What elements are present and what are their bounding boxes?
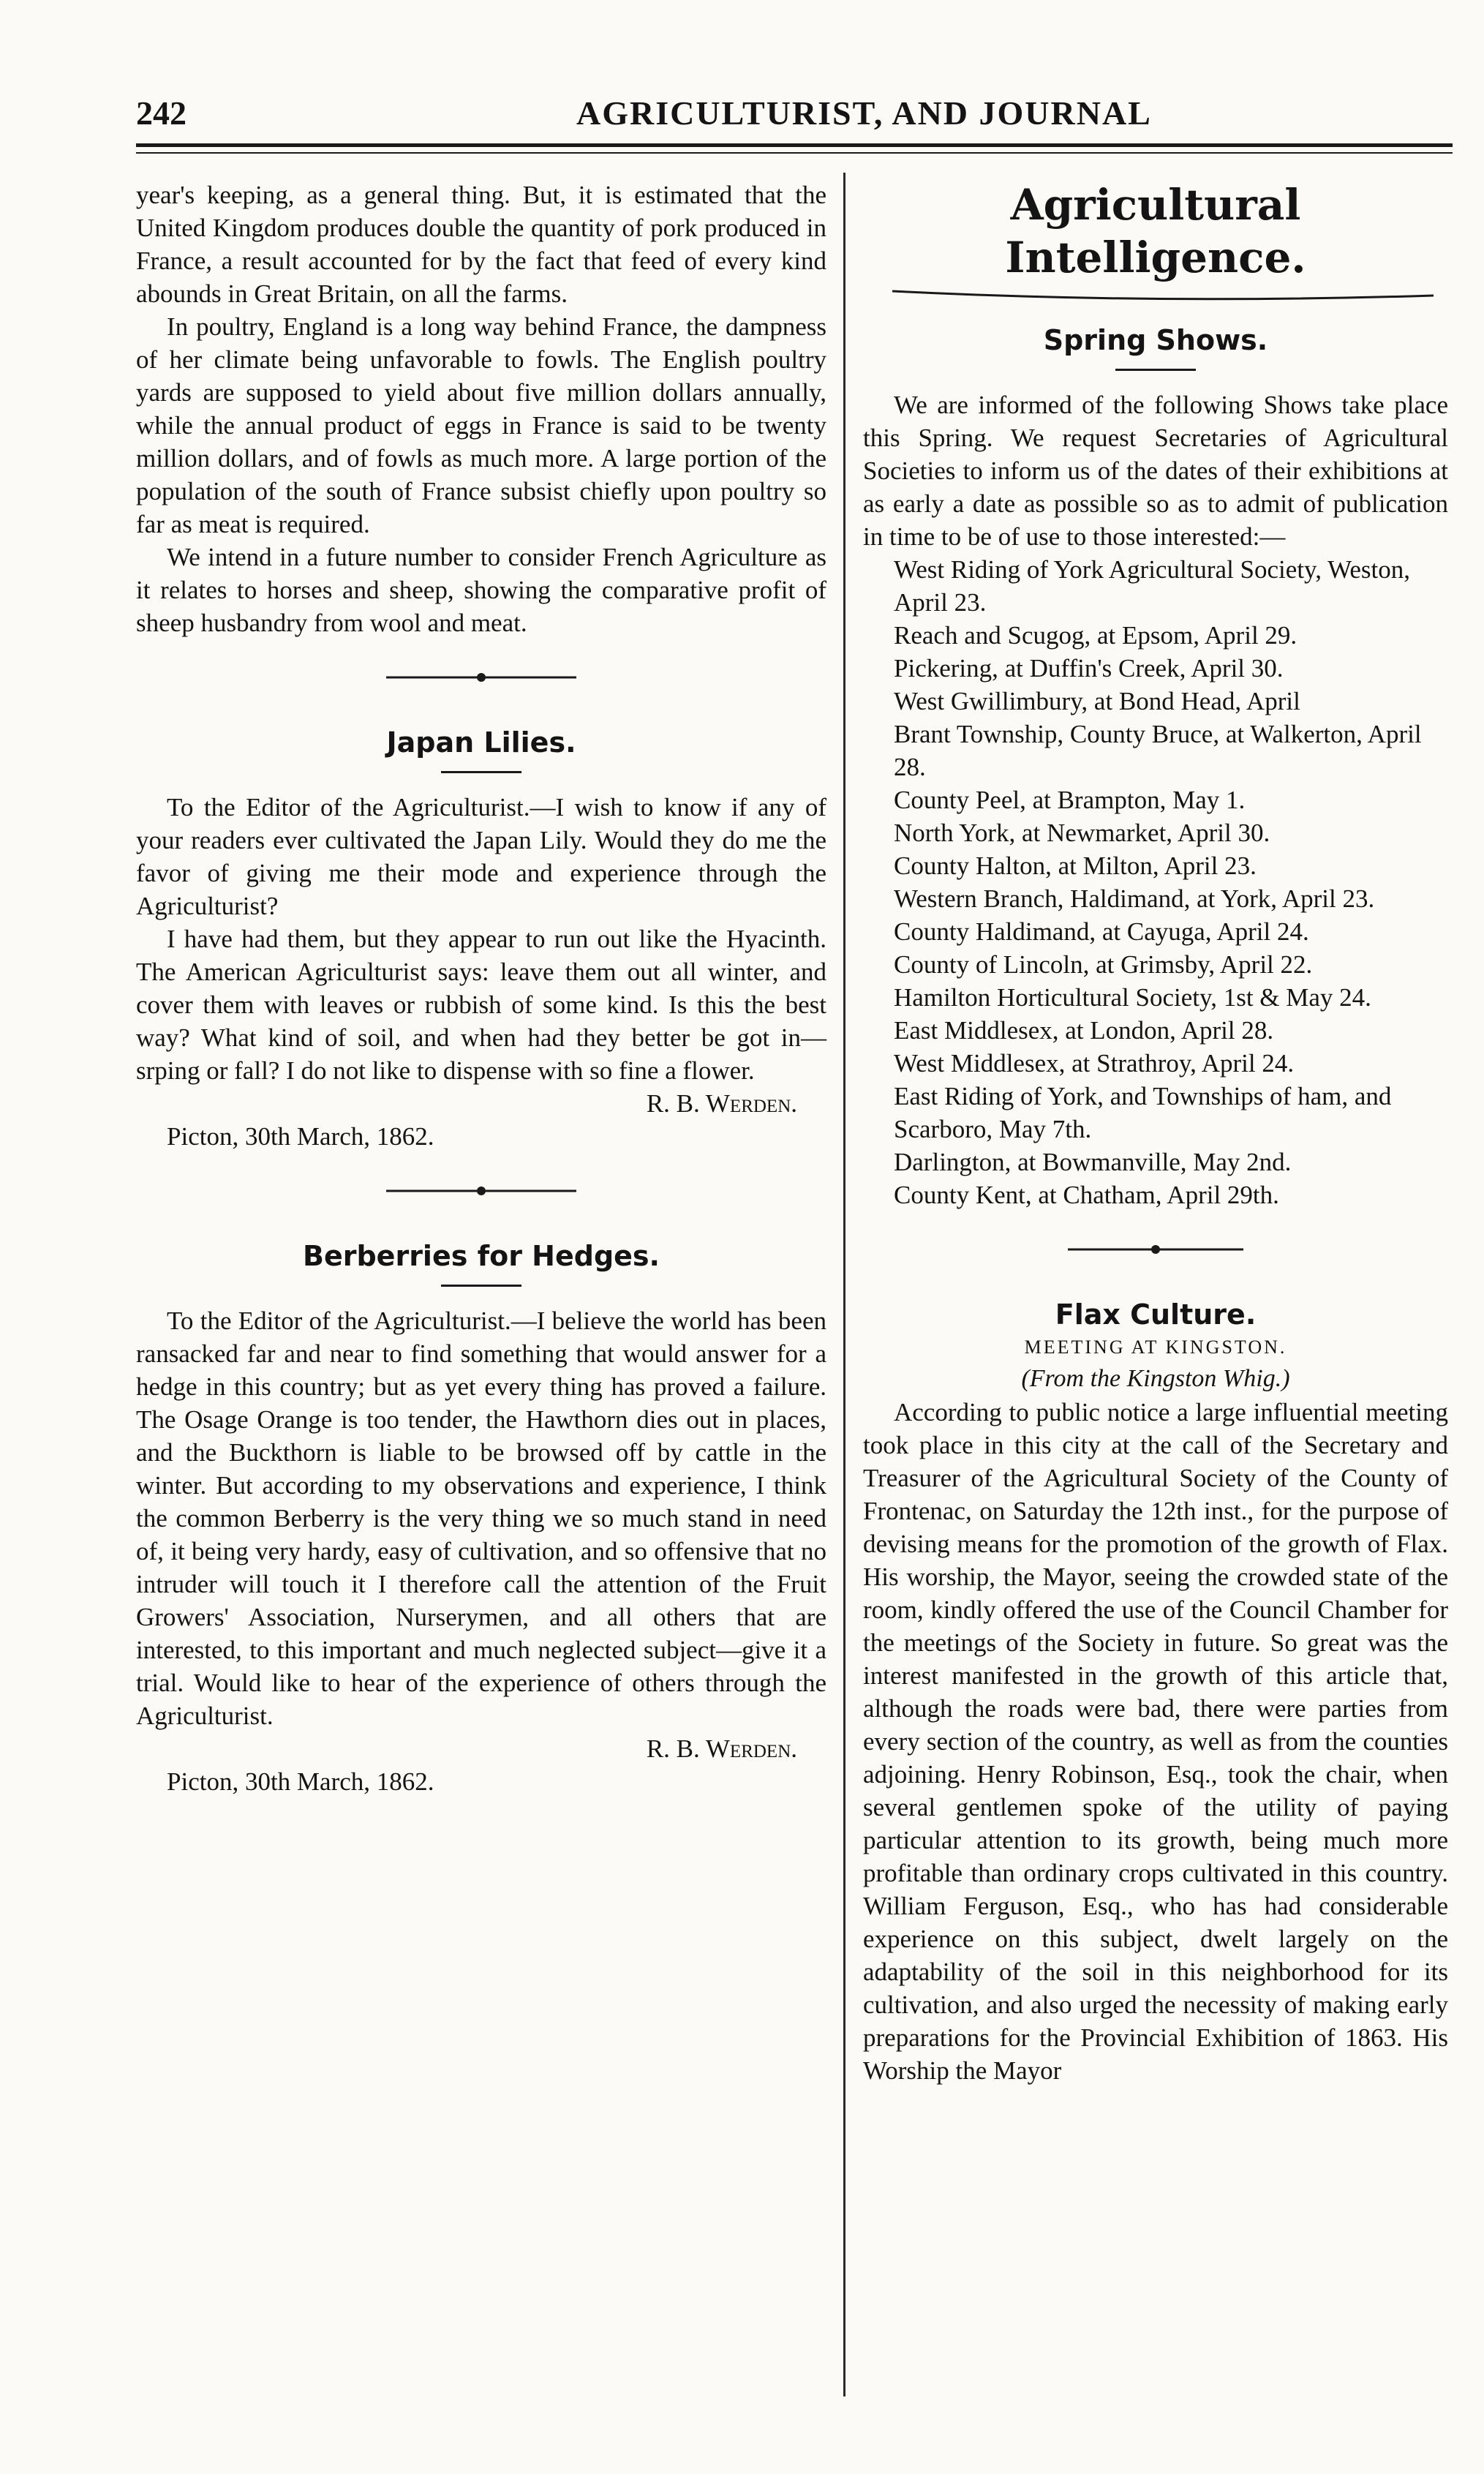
berberries-dateline: Picton, 30th March, 1862.	[167, 1767, 434, 1796]
flax-culture-title: Flax Culture.	[1055, 1298, 1257, 1331]
right-column	[863, 178, 1448, 2087]
shows-list	[863, 553, 1448, 1211]
header-rule-thick	[136, 143, 1453, 147]
flax-culture-article	[863, 1296, 1448, 2087]
list-item: County of Lincoln, at Grimsby, April 22.	[894, 950, 1313, 979]
intro-paragraph-1: year's keeping, as a general thing. But, it is estimated that the United Kingdom produces double the quantity of pork produced in France, a result accounted for by the fact that feed of every kind abounds in Great Britain, on all the farms.	[136, 181, 826, 308]
intro-paragraph-2: In poultry, England is a long way behind France, the dampness of her climate being unfavorable to fowls. The English poultry yards are supposed to yield about five million dollars annually, while the annual product of eggs in France is said to be twenty million dollars, and of fowls as much more. A large portion of the population of the south of France subsist chiefly upon poultry so far as meat is required.	[136, 312, 826, 538]
list-item: Brant Township, County Bruce, at Walkerton, April 28.	[894, 720, 1422, 781]
header-rule-thin	[136, 152, 1453, 154]
list-item: County Halton, at Milton, April 23.	[894, 851, 1257, 880]
title-rule	[441, 771, 521, 773]
list-item: West Gwillimbury, at Bond Head, April	[894, 687, 1300, 715]
left-column	[136, 178, 826, 1798]
japan-lilies-paragraph-2: I have had them, but they appear to run out like the Hyacinth. The American Agriculturist says: leave them out all winter, and cover them with leaves or rubbish of some kind. Is this the best way? What kind of soil, and when had they better be got in—srping or fall? I do not like to dispense with so fine a flower.	[136, 925, 826, 1085]
title-swash-rule	[863, 288, 1448, 303]
intro-paragraph-3: We intend in a future number to consider French Agriculture as it relates to horses and sheep, showing the comparative profit of sheep husbandry from wool and meat.	[136, 543, 826, 637]
column-divider	[843, 173, 845, 2396]
page-header	[136, 94, 1453, 138]
section-title: Agricultural Intelligence.	[1005, 180, 1306, 282]
list-item: West Riding of York Agricultural Society, Weston, April 23.	[894, 555, 1410, 617]
japan-lilies-signature: R. B. Werden.	[646, 1089, 797, 1118]
spring-shows-title: Spring Shows.	[1043, 324, 1268, 356]
title-rule	[1115, 369, 1196, 371]
japan-lilies-title: Japan Lilies.	[386, 726, 576, 759]
spring-shows-article	[863, 322, 1448, 1211]
flax-culture-subhead: MEETING AT KINGSTON.	[1024, 1336, 1287, 1358]
berberries-article	[136, 1238, 826, 1798]
japan-lilies-paragraph-1: To the Editor of the Agriculturist.—I wish to know if any of your readers ever cultivated the Japan Lily. Would they do me the favor of giving me their mode and experience through the Agriculturist?	[136, 793, 826, 920]
list-item: East Riding of York, and Townships of ham, and Scarboro, May 7th.	[894, 1082, 1392, 1143]
japan-lilies-article	[136, 724, 826, 1153]
list-item: West Middlesex, at Strathroy, April 24.	[894, 1049, 1295, 1078]
title-rule	[441, 1285, 521, 1287]
list-item: Hamilton Horticultural Society, 1st & May 24.	[894, 983, 1371, 1012]
section-ornament	[386, 672, 576, 683]
list-item: Reach and Scugog, at Epsom, April 29.	[894, 621, 1297, 650]
section-ornament	[1068, 1244, 1243, 1255]
berberries-signature: R. B. Werden.	[646, 1734, 797, 1763]
list-item: County Haldimand, at Cayuga, April 24.	[894, 917, 1309, 946]
page-number: 242	[136, 94, 187, 132]
list-item: Western Branch, Haldimand, at York, April 23.	[894, 884, 1375, 913]
berberries-title: Berberries for Hedges.	[303, 1240, 660, 1272]
flax-culture-source: (From the Kingston Whig.)	[1021, 1365, 1290, 1392]
section-ornament	[386, 1185, 576, 1197]
list-item: County Peel, at Brampton, May 1.	[894, 786, 1246, 814]
spring-shows-intro: We are informed of the following Shows take place this Spring. We request Secretaries of Agricultural Societies to inform us of the dates of their exhibitions at as early a date as possible so as to admit of publication in time to be of use to those interested:—	[863, 391, 1448, 551]
japan-lilies-dateline: Picton, 30th March, 1862.	[167, 1122, 434, 1151]
list-item: Pickering, at Duffin's Creek, April 30.	[894, 654, 1284, 683]
list-item: East Middlesex, at London, April 28.	[894, 1016, 1274, 1045]
list-item: Darlington, at Bowmanville, May 2nd.	[894, 1148, 1292, 1176]
flax-culture-paragraph: According to public notice a large influential meeting took place in this city at the call of the Secretary and Treasurer of the Agricultural Society of the County of Frontenac, on Saturday the 12th inst., for the purpose of devising means for the promotion of the growth of Flax. His worship, the Mayor, seeing the crowded state of the room, kindly offered the use of the Council Chamber for the meetings of the Society in future. So great was the interest manifested in the growth of this article that, although the roads were bad, there were parties from every section of the country, as well as from the counties adjoining. Henry Robinson, Esq., took the chair, when several gentlemen spoke of the utility of paying particular attention to its growth, being much more profitable than ordinary crops cultivated in this country. William Ferguson, Esq., who has had considerable experience on this subject, dwelt largely on the adaptability of the soil in this neighborhood for its cultivation, and also urged the necessity of making early preparations for the Provincial Exhibition of 1863. His Worship the Mayor	[863, 1398, 1448, 2085]
berberries-paragraph-1: To the Editor of the Agriculturist.—I believe the world has been ransacked far and near to find something that would answer for a hedge in this country; but as yet every thing has proved a failure. The Osage Orange is too tender, the Hawthorn dies out in places, and the Buckthorn is liable to be browsed off by cattle in the winter. But according to my observations and experience, I think the common Berberry is the very thing we so much stand in need of, it being very hardy, easy of cultivation, and so offensive that no intruder will touch it I therefore call the attention of the Fruit Growers' Association, Nurserymen, and all others that are interested, to this important and much neglected subject—give it a trial. Would like to hear of the experience of others through the Agriculturist.	[136, 1306, 826, 1730]
list-item: North York, at Newmarket, April 30.	[894, 819, 1270, 847]
running-title: AGRICULTURIST, AND JOURNAL	[576, 94, 1152, 132]
list-item: County Kent, at Chatham, April 29th.	[894, 1181, 1279, 1209]
